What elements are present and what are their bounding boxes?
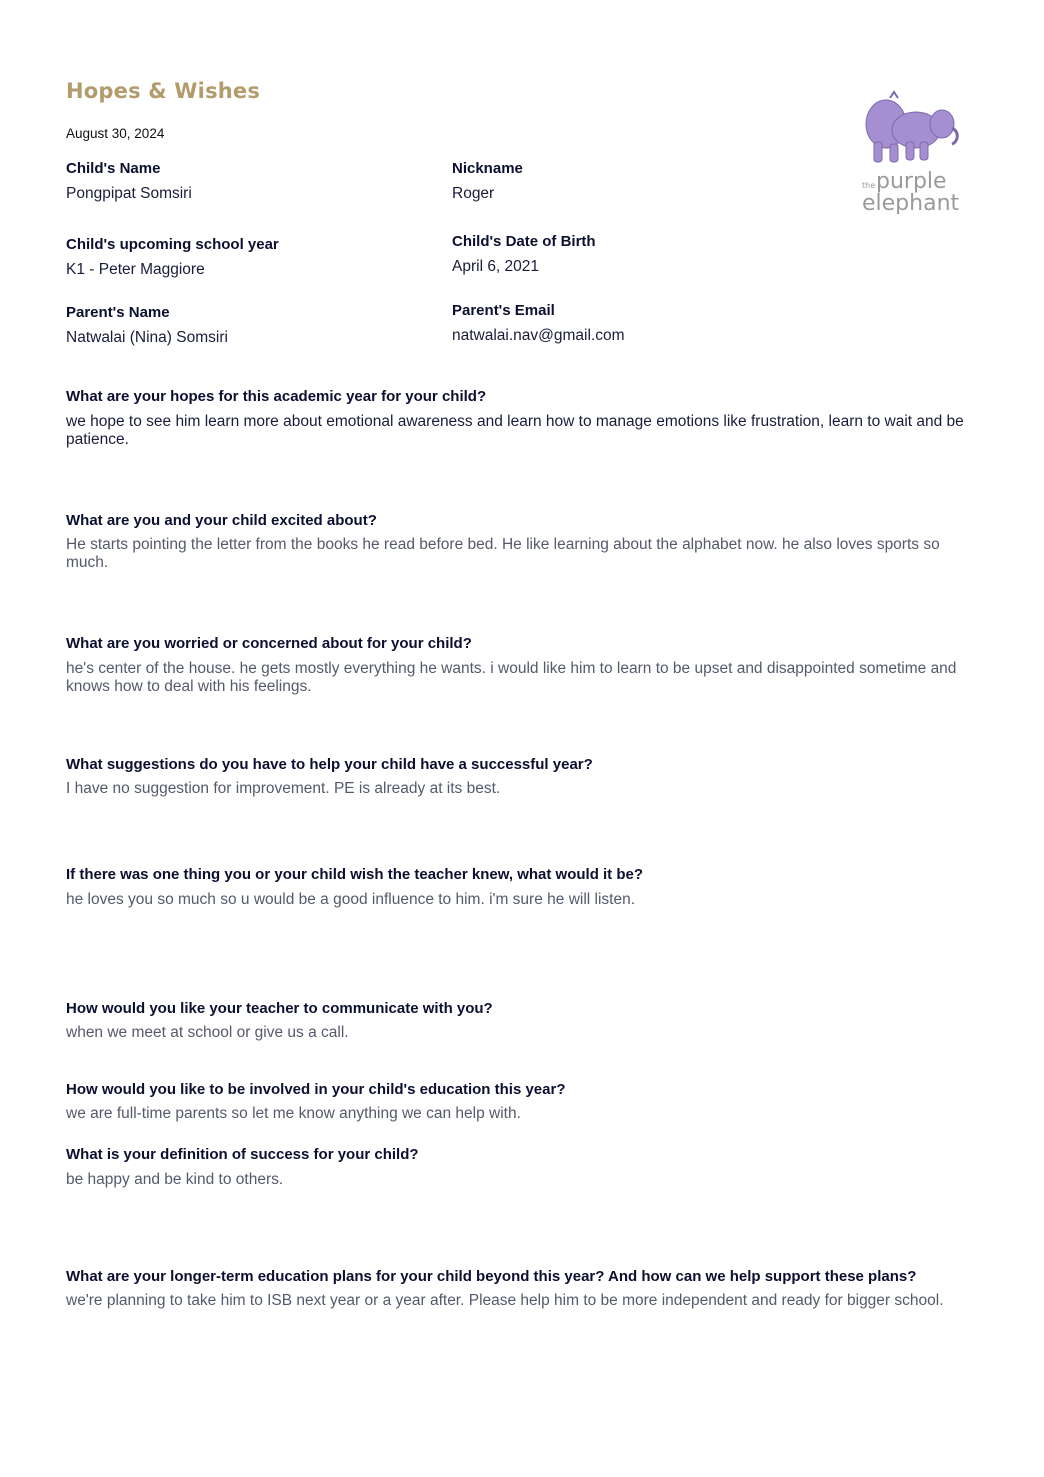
answer-excited: He starts pointing the letter from the books he read before bed. He like learning about the alphabet now. he also loves sports so much. [66,536,940,571]
answer-hopes: we hope to see him learn more about emotional awareness and learn how to manage emotions like frustration, learn to wait and be patience. [66,413,964,448]
answer-concerns: he's center of the house. he gets mostly everything he wants. i would like him to learn to be upset and disappointed sometime and knows how to deal with his feelings. [66,660,957,695]
logo-the-text: the [862,181,876,190]
logo-word-purple: purple [876,169,947,194]
question-communication: How would you like your teacher to communicate with you? [66,1000,493,1017]
dob-label: Child's Date of Birth [452,233,596,250]
parent-email-value: natwalai.nav@gmail.com [452,327,625,344]
submission-date: August 30, 2024 [66,126,165,141]
question-hopes: What are your hopes for this academic year for your child? [66,388,487,405]
question-excited: What are you and your child excited about? [66,512,377,529]
question-teacher-knew: If there was one thing you or your child wish the teacher knew, what would it be? [66,866,644,883]
dob-value: April 6, 2021 [452,258,540,275]
answer-success: be happy and be kind to others. [66,1171,284,1188]
parent-name-value: Natwalai (Nina) Somsiri [66,329,228,346]
question-long-term-plans: What are your longer-term education plans for your child beyond this year? And how can we help support these plans? [66,1268,917,1285]
answer-suggestions: I have no suggestion for improvement. PE is already at its best. [66,780,501,797]
purple-elephant-logo [856,84,964,214]
question-concerns: What are you worried or concerned about for your child? [66,635,472,652]
question-suggestions: What suggestions do you have to help your child have a successful year? [66,756,593,773]
parent-name-label: Parent's Name [66,304,170,321]
elephant-icon [856,84,964,214]
question-involvement: How would you like to be involved in your child's education this year? [66,1081,566,1098]
answer-involvement: we are full-time parents so let me know anything we can help with. [66,1105,521,1122]
nickname-value: Roger [452,185,495,202]
logo-word-elephant: elephant [862,191,960,214]
child-name-label: Child's Name [66,160,161,177]
school-year-label: Child's upcoming school year [66,236,279,253]
answer-teacher-knew: he loves you so much so u would be a good influence to him. i'm sure he will listen. [66,891,636,908]
school-year-value: K1 - Peter Maggiore [66,261,205,278]
question-success: What is your definition of success for your child? [66,1146,419,1163]
nickname-label: Nickname [452,160,523,177]
answer-long-term-plans: we're planning to take him to ISB next year or a year after. Please help him to be more independent and ready for bigger school. [66,1292,944,1309]
child-name-value: Pongpipat Somsiri [66,185,192,202]
parent-email-label: Parent's Email [452,302,555,319]
page-title: Hopes & Wishes [66,79,261,103]
answer-communication: when we meet at school or give us a call. [66,1024,349,1041]
